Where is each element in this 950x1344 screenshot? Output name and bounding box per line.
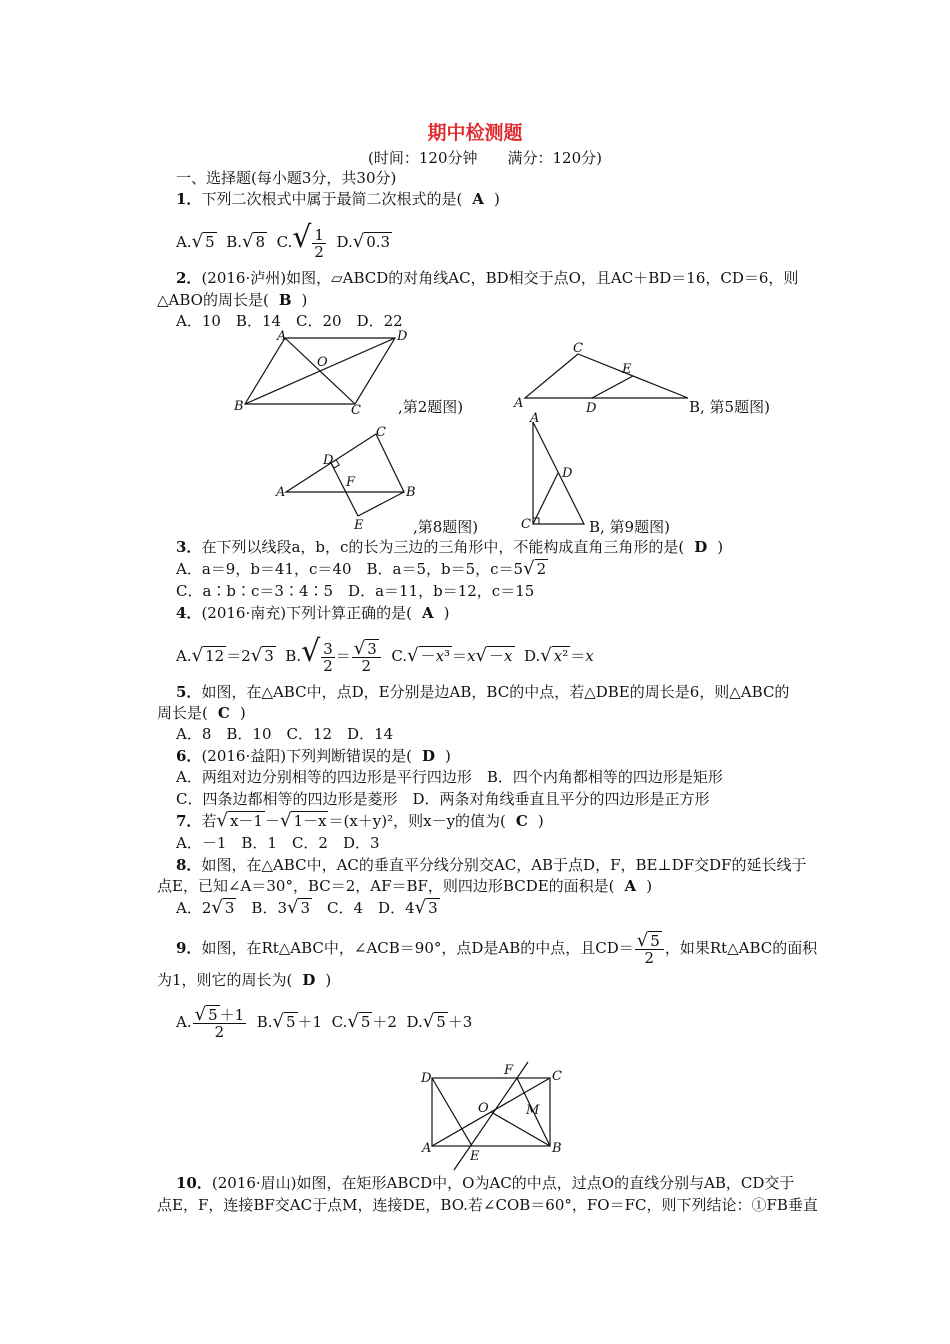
figure-5-triangle <box>510 338 690 418</box>
question-9-line2: 为1，则它的周长为( D ) <box>157 971 332 989</box>
question-3-options-a: A．a＝9，b＝41，c＝40 B．a＝5，b＝5，c＝5√ 2 <box>176 558 547 579</box>
question-7: 7．若√ x－1 －√ 1－x ＝(x＋y)²，则x－y的值为( C ) <box>176 810 544 831</box>
svg-text:D: D <box>586 401 597 416</box>
question-10-line2: 点E，F，连接BF交AC于点M，连接DE，BO.若∠COB＝60°，FO＝FC，则下列结论：①FB垂直 <box>157 1196 818 1214</box>
question-5-line2: 周长是( C ) <box>157 704 246 722</box>
question-5-options: A．8 B．10 C．12 D．14 <box>176 725 394 743</box>
question-6: 6．(2016·益阳)下列判断错误的是( D ) <box>176 747 451 765</box>
svg-text:C: C <box>521 517 531 532</box>
question-1-options: A.√ 5 B.√ 8 C.√ $\frac{1}{2}$ D.√ 0.3 <box>176 220 391 261</box>
svg-text:C: C <box>351 403 361 418</box>
question-10: 10．(2016·眉山)如图，在矩形ABCD中，O为AC的中点，过点O的直线分别与AB，CD交于 <box>176 1174 795 1192</box>
question-4: 4．(2016·南充)下列计算正确的是( A ) <box>176 604 450 622</box>
svg-text:B: B <box>552 1141 562 1156</box>
question-9: 9．如图，在Rt△ABC中，∠ACB＝90°，点D是AB的中点，且CD＝ $\frac{√ 5}{2}$ ，如果Rt△ABC的面积 <box>176 929 818 967</box>
svg-text:O: O <box>478 1101 489 1116</box>
question-9-options: A. $\frac{√ 5 +1}{2}$ B.√ 5 ＋1 C.√ 5 ＋2 D.√ 5 ＋3 <box>176 1003 473 1041</box>
subtitle: (时间：120分钟 满分：120分) <box>368 149 602 167</box>
question-3: 3．在下列以线段a，b，c的长为三边的三角形中，不能构成直角三角形的是( D ) <box>176 538 724 556</box>
question-1: 1．下列二次根式中属于最简二次根式的是( A ) <box>176 190 500 208</box>
svg-text:C: C <box>573 341 583 356</box>
page-title: 期中检测题 <box>427 122 523 144</box>
question-7-options: A．－1 B．1 C．2 D．3 <box>176 834 380 852</box>
svg-text:D: D <box>421 1071 432 1086</box>
question-8-options: A．2√ 3 B．3√ 3 C．4 D．4√ 3 <box>176 897 438 918</box>
question-3-options-b: C．a∶b∶c＝3∶4∶5 D．a＝11，b＝12，c＝15 <box>176 582 535 600</box>
question-2-options: A．10 B．14 C．20 D．22 <box>176 312 403 330</box>
svg-text:A: A <box>277 329 287 344</box>
figure-8-caption: ,第8题图) <box>413 518 479 536</box>
question-2-line2: △ABO的周长是( B ) <box>157 291 308 309</box>
svg-text:A: A <box>514 396 524 411</box>
svg-text:D: D <box>562 466 573 481</box>
question-2: 2．(2016·泸州)如图，▱ABCD的对角线AC，BD相交于点O，且AC＋BD＝16，CD＝6，则 <box>176 269 799 287</box>
figure-2-parallelogram <box>230 328 410 418</box>
answer: A <box>472 190 484 208</box>
svg-text:E: E <box>354 518 364 533</box>
svg-text:C: C <box>376 425 386 440</box>
svg-text:D: D <box>397 329 408 344</box>
svg-text:D: D <box>323 453 334 468</box>
svg-text:E: E <box>622 362 632 377</box>
question-5: 5．如图，在△ABC中，点D，E分别是边AB，BC的中点，若△DBE的周长是6，则△ABC的 <box>176 683 790 701</box>
figure-8 <box>276 426 426 532</box>
svg-text:E: E <box>470 1149 480 1164</box>
svg-text:F: F <box>504 1063 514 1078</box>
question-4-options: A.√ 12 ＝2√ 3 B.√ $\frac{3}{2}$ ＝ $\frac{√ 3}{2}$ C.√ －x³ ＝x√ －x D.√ x² ＝x <box>176 634 594 675</box>
question-8-line2: 点E，已知∠A＝30°，BC＝2，AF＝BF，则四边形BCDE的面积是( A ) <box>157 877 653 895</box>
svg-text:A: A <box>276 485 286 500</box>
figure-5-caption: B, 第5题图) <box>689 398 770 416</box>
svg-text:C: C <box>552 1069 562 1084</box>
svg-text:A: A <box>530 411 540 426</box>
figure-9-caption: B, 第9题图) <box>589 518 670 536</box>
svg-text:B: B <box>406 485 416 500</box>
figure-9 <box>518 410 598 530</box>
svg-text:O: O <box>317 355 328 370</box>
figure-10-rectangle <box>418 1060 578 1175</box>
figure-2-caption: ,第2题图) <box>398 398 464 416</box>
question-6-option-1: A．两组对边分别相等的四边形是平行四边形 B．四个内角都相等的四边形是矩形 <box>176 768 723 786</box>
svg-text:M: M <box>526 1103 540 1118</box>
section-heading: 一、选择题(每小题3分，共30分) <box>176 169 397 187</box>
question-6-option-2: C．四条边都相等的四边形是菱形 D．两条对角线垂直且平分的四边形是正方形 <box>176 790 710 808</box>
question-8: 8．如图，在△ABC中，AC的垂直平分线分别交AC，AB于点D，F，BE⊥DF交DF的延长线于 <box>176 856 807 874</box>
svg-text:B: B <box>234 399 244 414</box>
svg-text:F: F <box>346 475 356 490</box>
svg-text:A: A <box>422 1141 432 1156</box>
